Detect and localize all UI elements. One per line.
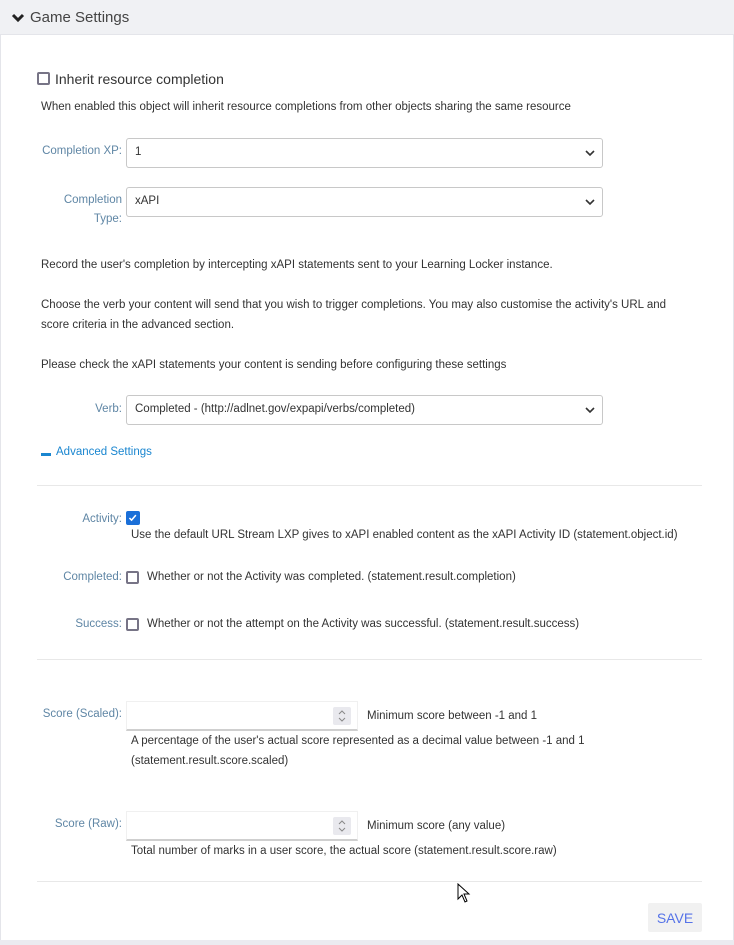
chevron-down-icon xyxy=(585,197,595,207)
score-raw-label: Score (Raw): xyxy=(54,818,122,830)
divider xyxy=(37,881,702,882)
chevron-down-icon xyxy=(585,405,595,415)
completion-xp-select[interactable] xyxy=(126,138,603,168)
score-raw-input[interactable] xyxy=(126,811,358,841)
panel-bottom xyxy=(0,940,734,945)
settings-panel xyxy=(0,35,734,940)
success-help: Whether or not the attempt on the Activity was successful. (statement.result.success) xyxy=(147,618,580,630)
completion-type-label-2: Type: xyxy=(93,213,122,225)
chevron-down-icon xyxy=(585,148,595,158)
score-scaled-hint: Minimum score between -1 and 1 xyxy=(367,710,538,722)
activity-label: Activity: xyxy=(82,513,122,525)
inherit-completion-checkbox[interactable] xyxy=(37,72,50,85)
minus-icon xyxy=(41,453,51,456)
completed-checkbox[interactable] xyxy=(126,571,139,584)
verb-select[interactable] xyxy=(126,395,603,425)
spinner-icon[interactable] xyxy=(333,817,351,835)
completion-type-value: xAPI xyxy=(135,195,160,207)
check-icon xyxy=(128,513,138,523)
info-text: Choose the verb your content will send that you wish to trigger completions. You may also customise the activity's URL and xyxy=(41,299,667,311)
spinner-icon[interactable] xyxy=(333,707,351,725)
mouse-cursor-icon xyxy=(457,883,471,903)
completion-xp-value: 1 xyxy=(135,146,142,158)
inherit-completion-label: Inherit resource completion xyxy=(55,71,224,87)
chevron-down-icon xyxy=(11,11,25,25)
completed-label: Completed: xyxy=(63,571,122,583)
completion-xp-label: Completion XP: xyxy=(42,145,122,157)
activity-checkbox[interactable] xyxy=(126,511,140,525)
save-button[interactable]: SAVE xyxy=(648,903,702,932)
completion-type-label: Completion xyxy=(63,194,122,206)
inherit-help: When enabled this object will inherit resource completions from other objects sharing the same resource xyxy=(41,101,571,113)
info-text: score criteria in the advanced section. xyxy=(41,319,235,331)
game-settings-header[interactable] xyxy=(0,0,734,35)
success-checkbox[interactable] xyxy=(126,618,139,631)
section-title: Game Settings xyxy=(30,9,130,26)
completion-type-select[interactable] xyxy=(126,187,603,217)
score-scaled-input[interactable] xyxy=(126,701,358,731)
score-scaled-label: Score (Scaled): xyxy=(42,708,122,720)
divider xyxy=(37,659,702,660)
score-raw-hint: Minimum score (any value) xyxy=(367,820,506,832)
verb-value: Completed - (http://adlnet.gov/expapi/verbs/completed) xyxy=(135,403,415,415)
advanced-settings-label: Advanced Settings xyxy=(56,446,152,458)
info-text: Please check the xAPI statements your content is sending before configuring these settings xyxy=(41,359,507,371)
score-scaled-help-2: (statement.result.score.scaled) xyxy=(131,755,289,767)
success-label: Success: xyxy=(75,618,122,630)
score-scaled-help: A percentage of the user's actual score represented as a decimal value between -1 and 1 xyxy=(131,735,585,747)
info-text: Record the user's completion by intercepting xAPI statements sent to your Learning Locker instance. xyxy=(41,259,553,271)
activity-help: Use the default URL Stream LXP gives to xAPI enabled content as the xAPI Activity ID (statement.object.id) xyxy=(131,529,678,541)
divider xyxy=(37,485,702,486)
completed-help: Whether or not the Activity was completed. (statement.result.completion) xyxy=(147,571,516,583)
score-raw-help: Total number of marks in a user score, the actual score (statement.result.score.raw) xyxy=(131,845,557,857)
verb-label: Verb: xyxy=(95,403,122,415)
